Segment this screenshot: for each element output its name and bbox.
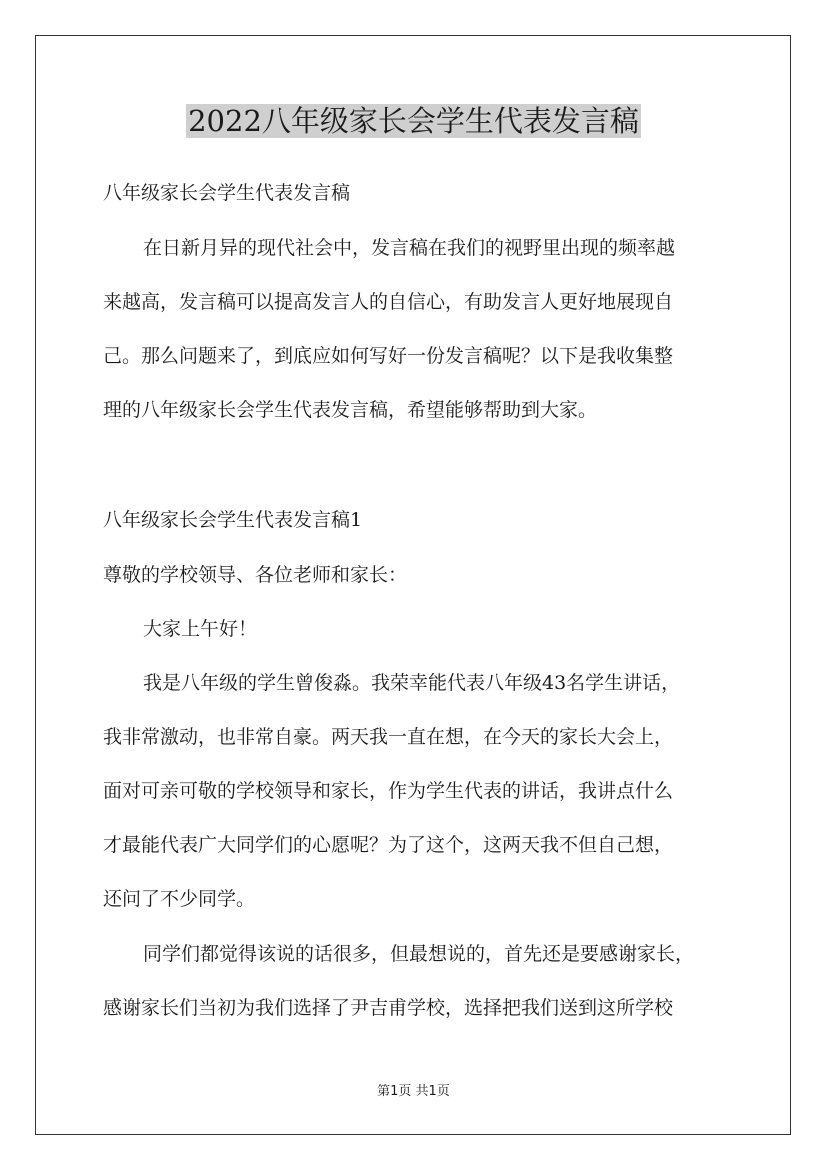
subtitle: 八年级家长会学生代表发言稿 (103, 182, 351, 204)
paragraph2-line-2: 感谢家长们当初为我们选择了尹吉甫学校，选择把我们送到这所学校 (103, 997, 674, 1019)
intro-line-3: 己。那么问题来了，到底应如何写好一份发言稿呢？以下是我收集整 (103, 345, 674, 367)
salutation: 尊敬的学校领导、各位老师和家长： (103, 564, 408, 586)
paragraph1-line-5: 还问了不少同学。 (103, 888, 256, 910)
greeting: 大家上午好！ (143, 618, 258, 640)
intro-line-4: 理的八年级家长会学生代表发言稿，希望能够帮助到大家。 (103, 399, 598, 421)
paragraph2-line-1: 同学们都觉得该说的话很多，但最想说的，首先还是要感谢家长， (143, 943, 695, 965)
section-heading: 八年级家长会学生代表发言稿1 (103, 509, 363, 531)
paragraph1-line-4: 才最能代表广大同学们的心愿呢？为了这个，这两天我不但自己想， (103, 834, 674, 856)
intro-line-1: 在日新月异的现代社会中，发言稿在我们的视野里出现的频率越 (143, 237, 676, 259)
paragraph1-line-2: 我非常激动，也非常自豪。两天我一直在想，在今天的家长大会上， (103, 726, 674, 748)
document-title: 2022八年级家长会学生代表发言稿 (188, 104, 639, 138)
intro-line-2: 来越高，发言稿可以提高发言人的自信心，有助发言人更好地展现自 (103, 291, 674, 313)
paragraph1-line-3: 面对可亲可敬的学校领导和家长，作为学生代表的讲话，我讲点什么 (103, 780, 674, 802)
page-footer: 第1页 共1页 (377, 1084, 450, 1099)
paragraph1-line-1: 我是八年级的学生曾俊淼。我荣幸能代表八年级43名学生讲话， (143, 672, 681, 694)
